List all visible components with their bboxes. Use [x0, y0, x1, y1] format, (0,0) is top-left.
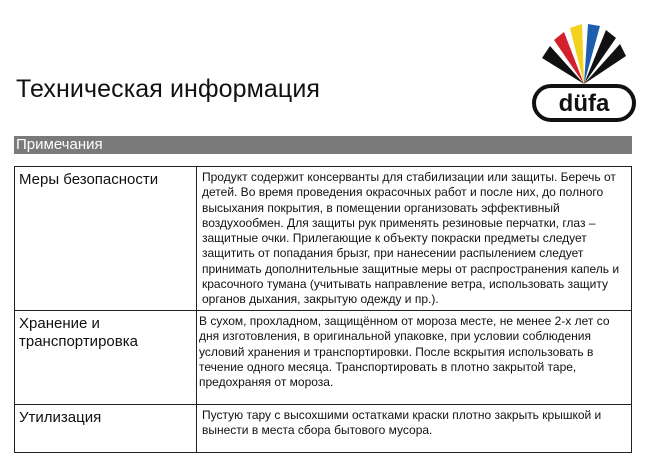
- notes-table: [14, 166, 632, 453]
- row-label-safety: Меры безопасности: [15, 167, 197, 311]
- row-text-storage: В сухом, прохладном, защищённом от мороза месте, не менее 2-х лет со дня изготовления, в оригинальной упаковке, при условии соблюдения условий хранения и транспортировки. После вскрытия использовать в течение одного месяца. Транспортировать в плотно закрытой таре, предохраняя от мороза.: [197, 311, 632, 405]
- dufa-logo: [530, 12, 638, 122]
- table-row-storage: [15, 311, 632, 405]
- table-row-safety: [15, 167, 632, 311]
- row-text-disposal: Пустую тару с высохшими остатками краски плотно закрыть крышкой и вынести в места сбора бытового мусора.: [197, 405, 632, 453]
- page-title: Техническая информация: [16, 75, 321, 103]
- row-label-disposal: Утилизация: [15, 405, 197, 453]
- table-row-disposal: [15, 405, 632, 453]
- section-heading-bar: Примечания: [14, 136, 632, 154]
- row-text-safety: Продукт содержит консерванты для стабилизации или защиты. Беречь от детей. Во время проведения окрасочных работ и после них, до полного высыхания покрытия, в помещении организовать эффективный воздухообмен. Для защиты рук применять резиновые перчатки, глаз – защитные очки. Прилегающие к объекту покраски предметы следует защитить от попадания брызг, при нанесении распылением следует принимать дополнительные защитные меры от распространения капель и красочного тумана (учитывать направление ветра, использовать защиту органов дыхания, закрытую одежду и пр.).: [197, 167, 632, 311]
- dufa-logo-icon: [530, 12, 638, 122]
- row-label-storage: Хранение и транспортировка: [15, 311, 197, 405]
- logo-wordmark: düfa: [558, 90, 610, 117]
